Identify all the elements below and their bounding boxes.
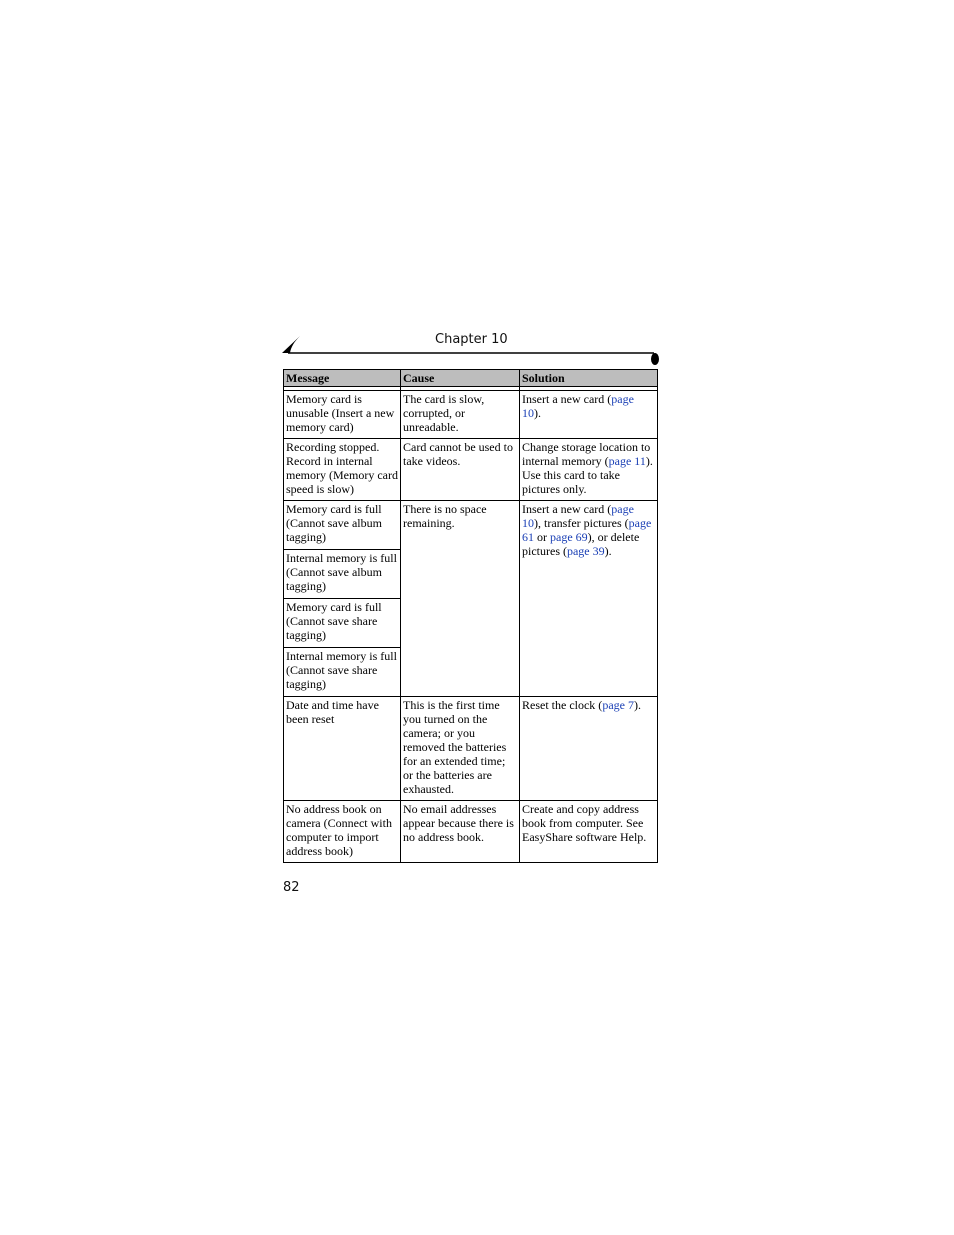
table-row	[284, 439, 658, 501]
page-link[interactable]: page 10	[522, 502, 634, 530]
page-link[interactable]: page 61	[522, 516, 652, 544]
message-cell: Internal memory is full (Cannot save share tagging)	[284, 648, 401, 697]
page-link[interactable]: page 39	[566, 544, 605, 558]
page-link[interactable]: page 7	[602, 698, 634, 712]
cause-cell: This is the first time you turned on the camera; or you removed the batteries for an extended time; or the batteries are exhausted.	[401, 697, 520, 801]
message-cell: Recording stopped. Record in internal memory (Memory card speed is slow)	[284, 439, 401, 501]
page-link[interactable]: page 11	[608, 454, 646, 468]
message-cell: Memory card is unusable (Insert a new memory card)	[284, 391, 401, 439]
message-cell: No address book on camera (Connect with computer to import address book)	[284, 801, 401, 863]
table-row	[284, 501, 658, 550]
table-header-row	[284, 370, 658, 387]
page-link[interactable]: page 69	[550, 530, 588, 544]
cause-cell: No email addresses appear because there is no address book.	[401, 801, 520, 863]
message-cell: Memory card is full (Cannot save share tagging)	[284, 599, 401, 648]
cause-cell: Card cannot be used to take videos.	[401, 439, 520, 501]
message-cell: Memory card is full (Cannot save album tagging)	[284, 501, 401, 550]
table-row	[284, 801, 658, 863]
table-row	[284, 391, 658, 439]
cause-cell: The card is slow, corrupted, or unreadable.	[401, 391, 520, 439]
header-solution: Solution	[520, 370, 658, 387]
solution-cell: Insert a new card (page 10).	[520, 391, 658, 439]
solution-cell: Create and copy address book from computer. See EasyShare software Help.	[520, 801, 658, 863]
message-cell: Date and time have been reset	[284, 697, 401, 801]
error-message-table	[283, 369, 658, 863]
page-number: 82	[283, 880, 300, 895]
table-row	[284, 697, 658, 801]
page-link[interactable]: page 10	[522, 392, 634, 420]
message-cell: Internal memory is full (Cannot save album tagging)	[284, 550, 401, 599]
header-cause: Cause	[401, 370, 520, 387]
solution-cell: Reset the clock (page 7).	[520, 697, 658, 801]
header-message: Message	[284, 370, 401, 387]
solution-cell: Insert a new card (page 10), transfer pictures (page 61 or page 69), or delete pictures (page 39).	[520, 501, 658, 697]
cause-cell: There is no space remaining.	[401, 501, 520, 697]
header-rule-graphic	[282, 336, 662, 366]
solution-cell: Change storage location to internal memory (page 11). Use this card to take pictures only.	[520, 439, 658, 501]
chapter-title: Chapter 10	[435, 332, 508, 347]
